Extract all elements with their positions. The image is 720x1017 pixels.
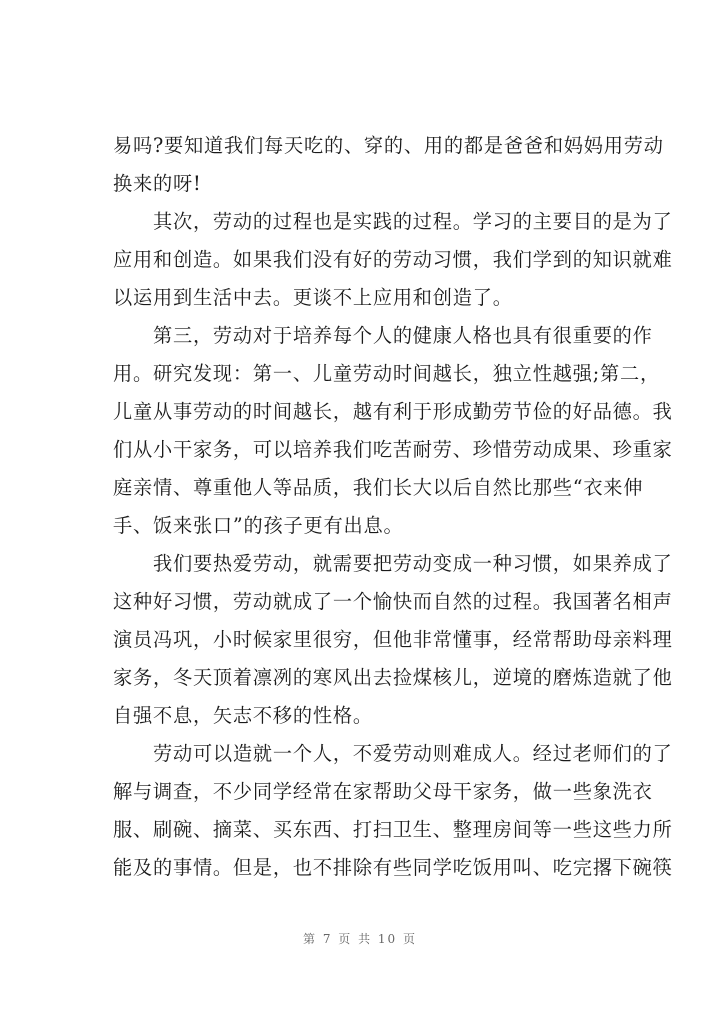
text-line: 庭亲情、尊重他人等品质，我们长大以后自然比那些“衣来伸 — [113, 476, 644, 499]
page-footer: 第 7 页 共 10 页 — [303, 932, 417, 946]
text-line: 服、刷碗、摘菜、买东西、打扫卫生、整理房间等一些这些力所 — [113, 818, 673, 841]
text-line: 以运用到生活中去。更谈不上应用和创造了。 — [113, 286, 513, 309]
text-line: 手、饭来张口”的孩子更有出息。 — [113, 514, 404, 537]
text-line: 家务，冬天顶着凛冽的寒风出去捡煤核儿，逆境的磨炼造就了他 — [113, 666, 673, 689]
text-line: 易吗?要知道我们每天吃的、穿的、用的都是爸爸和妈妈用劳动 — [113, 134, 664, 157]
text-line: 自强不息，矢志不移的性格。 — [113, 704, 373, 727]
text-line: 能及的事情。但是，也不排除有些同学吃饭用叫、吃完撂下碗筷 — [113, 856, 673, 879]
text-line: 我们要热爱劳动，就需要把劳动变成一种习惯，如果养成了 — [113, 552, 673, 575]
text-line: 其次，劳动的过程也是实践的过程。学习的主要目的是为了 — [113, 210, 673, 233]
text-line: 解与调查，不少同学经常在家帮助父母干家务，做一些象洗衣 — [113, 780, 653, 803]
text-line: 劳动可以造就一个人，不爱劳动则难成人。经过老师们的了 — [113, 742, 673, 765]
text-line: 这种好习惯，劳动就成了一个愉快而自然的过程。我国著名相声 — [113, 590, 673, 613]
text-line: 换来的呀! — [113, 172, 202, 195]
text-line: 演员冯巩，小时候家里很穷，但他非常懂事，经常帮助母亲料理 — [113, 628, 673, 651]
text-line: 儿童从事劳动的时间越长，越有利于形成勤劳节俭的好品德。我 — [113, 400, 673, 423]
text-line: 应用和创造。如果我们没有好的劳动习惯，我们学到的知识就难 — [113, 248, 673, 271]
text-line: 第三，劳动对于培养每个人的健康人格也具有很重要的作 — [113, 324, 653, 347]
text-line: 们从小干家务，可以培养我们吃苦耐劳、珍惜劳动成果、珍重家 — [113, 438, 673, 461]
text-line: 用。研究发现：第一、儿童劳动时间越长，独立性越强;第二， — [113, 362, 660, 385]
